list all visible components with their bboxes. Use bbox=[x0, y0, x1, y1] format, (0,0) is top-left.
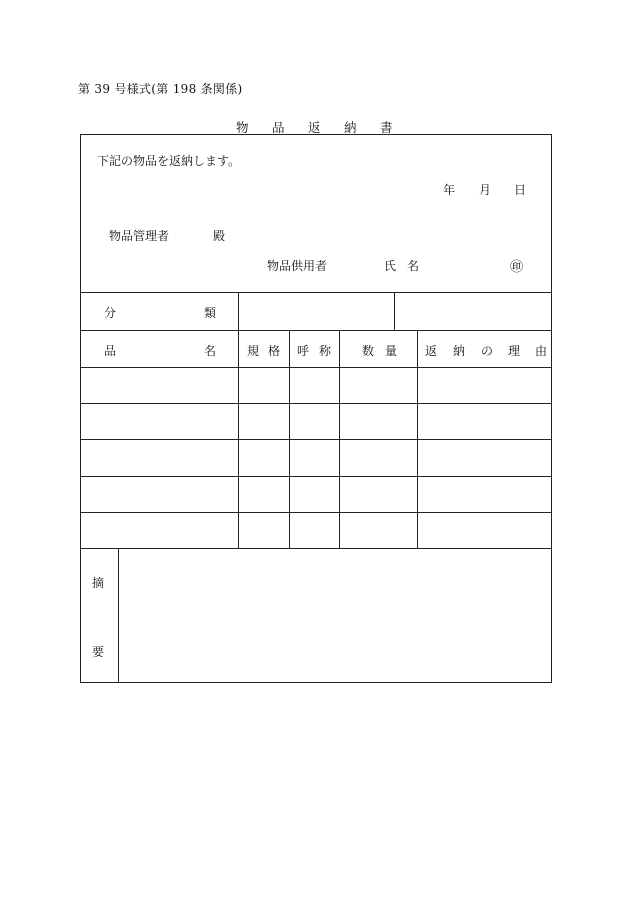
classification-value-cell[interactable] bbox=[239, 293, 394, 329]
column-header-reason: 理 bbox=[508, 344, 521, 358]
column-header-reason: 由 bbox=[535, 344, 548, 358]
name-label-char: 名 bbox=[407, 259, 420, 273]
form-number: 第 39 号様式(第 198 条関係) bbox=[78, 82, 243, 96]
row1-quantity-cell[interactable] bbox=[340, 368, 417, 403]
remarks-field[interactable] bbox=[119, 549, 551, 682]
row3-reason-cell[interactable] bbox=[418, 440, 551, 476]
classification-label-char: 類 bbox=[204, 306, 217, 320]
row1-item-name-cell[interactable] bbox=[81, 368, 238, 403]
classification-subvalue-cell[interactable] bbox=[395, 293, 551, 329]
remarks-label-char: 摘 bbox=[92, 576, 105, 590]
row2-spec-cell[interactable] bbox=[239, 404, 289, 439]
row4-unit-cell[interactable] bbox=[290, 477, 339, 512]
date-day-label: 日 bbox=[514, 183, 527, 197]
remarks-label-char: 要 bbox=[92, 645, 105, 659]
manager-label: 物品管理者 bbox=[109, 229, 170, 243]
form-frame bbox=[80, 134, 552, 683]
column-header-quantity: 数 bbox=[362, 344, 375, 358]
row5-quantity-cell[interactable] bbox=[340, 513, 417, 548]
row1-reason-cell[interactable] bbox=[418, 368, 551, 403]
row2-quantity-cell[interactable] bbox=[340, 404, 417, 439]
title-char: 品 bbox=[272, 120, 285, 135]
row5-spec-cell[interactable] bbox=[239, 513, 289, 548]
row5-unit-cell[interactable] bbox=[290, 513, 339, 548]
date-year-label: 年 bbox=[443, 183, 456, 197]
row3-quantity-cell[interactable] bbox=[340, 440, 417, 476]
column-header-reason: 納 bbox=[453, 344, 466, 358]
row2-item-name-cell[interactable] bbox=[81, 404, 238, 439]
row5-item-name-cell[interactable] bbox=[81, 513, 238, 548]
row3-item-name-cell[interactable] bbox=[81, 440, 238, 476]
row4-reason-cell[interactable] bbox=[418, 477, 551, 512]
classification-label-char: 分 bbox=[104, 306, 117, 320]
column-header-quantity: 量 bbox=[385, 344, 398, 358]
column-header-reason: の bbox=[481, 344, 494, 358]
row3-spec-cell[interactable] bbox=[239, 440, 289, 476]
row1-unit-cell[interactable] bbox=[290, 368, 339, 403]
row5-reason-cell[interactable] bbox=[418, 513, 551, 548]
row2-unit-cell[interactable] bbox=[290, 404, 339, 439]
row4-spec-cell[interactable] bbox=[239, 477, 289, 512]
divider bbox=[81, 330, 551, 331]
column-header-spec: 格 bbox=[268, 344, 281, 358]
user-label: 物品供用者 bbox=[267, 259, 328, 273]
date-month-label: 月 bbox=[479, 183, 492, 197]
seal-mark: ㊞ bbox=[510, 260, 524, 275]
column-header-unit: 呼 bbox=[297, 344, 310, 358]
column-header-item-name: 品 bbox=[104, 344, 117, 358]
name-label-char: 氏 bbox=[384, 259, 397, 273]
row4-item-name-cell[interactable] bbox=[81, 477, 238, 512]
title-char: 返 bbox=[308, 120, 321, 135]
row4-quantity-cell[interactable] bbox=[340, 477, 417, 512]
title-char: 物 bbox=[236, 120, 249, 135]
row2-reason-cell[interactable] bbox=[418, 404, 551, 439]
column-header-reason: 返 bbox=[425, 344, 438, 358]
title-char: 書 bbox=[380, 120, 393, 135]
column-header-spec: 規 bbox=[247, 344, 260, 358]
row1-spec-cell[interactable] bbox=[239, 368, 289, 403]
title-char: 納 bbox=[344, 120, 357, 135]
row3-unit-cell[interactable] bbox=[290, 440, 339, 476]
column-header-item-name: 名 bbox=[204, 344, 217, 358]
honorific-label: 殿 bbox=[213, 229, 226, 243]
return-statement: 下記の物品を返納します。 bbox=[97, 154, 241, 168]
column-header-unit: 称 bbox=[319, 344, 332, 358]
